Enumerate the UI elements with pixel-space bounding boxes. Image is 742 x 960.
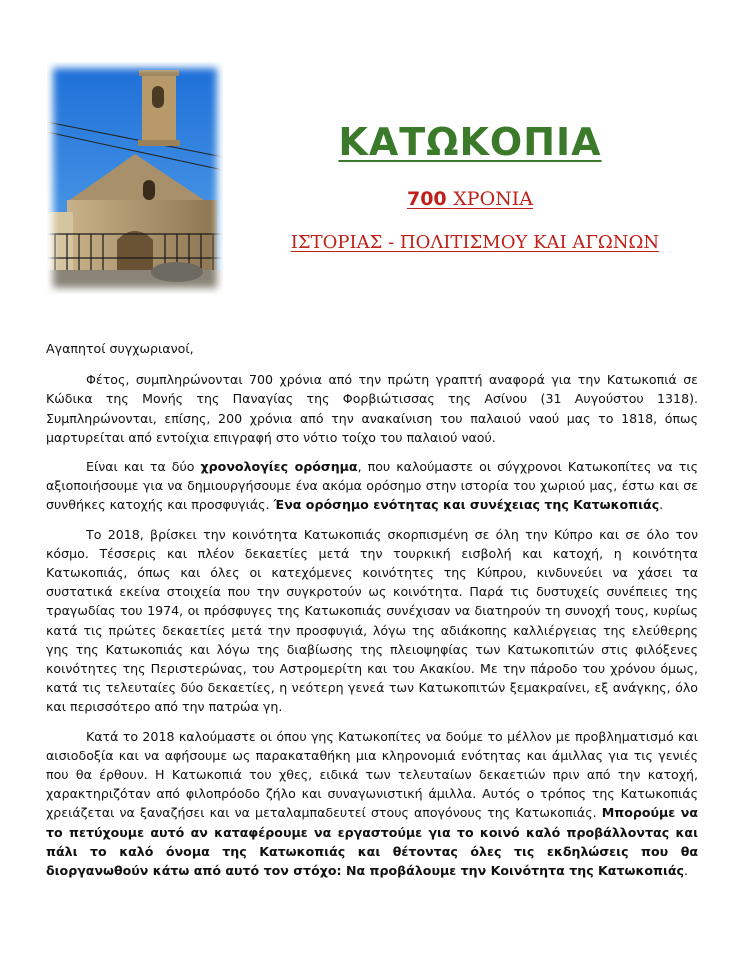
p2-text-c: .: [659, 497, 664, 513]
subtitle-number: 700: [406, 188, 447, 210]
paragraph-3: Το 2018, βρίσκει την κοινότητα Κατωκοπιάς σκορπισμένη σε όλη την Κύπρο και σε όλο τον κόσμο. Τέσσερις και πλέον δεκαετίες μετά την τουρκική εισβολή και κατοχή, η κοινότητα Κατωκοπιάς, όπως και όλες οι κατεχόμενες κοινότητες της Κύπρου, κινδυνεύει να χάσει τα συστατικά εκείνα στοιχεία που την συγκροτούν ως κοινότητα. Παρά τις δυστυχείς συνέπειες της τραγωδίας του 1974, οι πρόσφυγες της Κατωκοπιάς συνέχισαν να διατηρούν τη συνοχή τους, κυρίως κατά τις πρώτες δεκαετίες μετά την προσφυγιά, λόγω της αδιάκοπης καλλιέργειας της ελεύθερης γης της Κατωκοπιάς και λόγω της διαβίωσης της πλειοψηφίας των Κατωκοπιτών στις φιλόξενες κοινότητες της Περιστερώνας, του Αστρομερίτη και του Ακακίου. Με την πάροδο του χρόνου όμως, κατά τις τελευταίες δύο δεκαετίες, η νεότερη γενεά των Κατωκοπιτών ξεμακραίνει, εξ ανάγκης, όλο και περισσότερο από την πατρώα γη.: [46, 526, 698, 715]
p2-bold-a: χρονολογίες ορόσημα: [200, 459, 358, 475]
p4-text-a: Κατά το 2018 καλούμαστε οι όπου γης Κατωκοπίτες να δούμε το μέλλον με προβληματισμό και αισιοδοξία και να αφήσουμε ως παρακαταθήκη μια κληρονομιά ενότητας και άμιλλας για τις γενιές που θα έρθουν. Η Κατωκοπιά του χθες, ειδικά των τελευταίων δεκαετιών πριν από την κατοχή, χαρακτηριζόταν από φιλοπρόοδο ζήλο και συναγωνιστική άμιλλα. Αυτός ο τρόπος της Κατωκοπιάς χρειάζεται να ξαναζήσει και να μεταλαμπαδευτεί στους απογόνους της Κατωκοπιάς.: [46, 728, 698, 821]
church-photo: [47, 62, 223, 294]
subtitle-themes: ΙΣΤΟΡΙΑΣ - ΠΟΛΙΤΙΣΜΟΥ ΚΑΙ ΑΓΩΝΩΝ: [290, 232, 660, 253]
paragraph-2: [46, 457, 698, 515]
page-title: ΚΑΤΩΚΟΠΙΑ: [338, 120, 602, 164]
p4-text-b: .: [684, 863, 689, 879]
paragraph-4: [46, 727, 698, 881]
greeting: Αγαπητοί συγχωριανοί,: [46, 341, 194, 356]
church-bell-tower-image: [47, 62, 223, 294]
paragraph-1: Φέτος, συμπληρώνονται 700 χρόνια από την πρώτη γραπτή αναφορά για την Κατωκοπιά σε Κώδικα της Μονής της Παναγίας της Φορβιώτισσας της Ασίνου (31 Αυγούστου 1318). Συμπληρώνονται, επίσης, 200 χρόνια από την ανακαίνιση του παλαιού ναού μας το 1818, όπως μαρτυρείται από εντοίχια επιγραφή στο νότιο τοίχο του παλαιού ναού.: [46, 372, 698, 445]
p2-text-b: , που καλούμαστε οι σύγχρονοι Κατωκοπίτες να τις αξιοποιήσουμε για να δημιουργήσουμε ένα ακόμα ορόσημο στην ιστορία του χωριού μας, έστω και σε συνθήκες κατοχής και προσφυγιάς.: [46, 459, 698, 513]
p2-bold-b: Ένα ορόσημο ενότητας και συνέχειας της Κατωκοπιάς: [273, 497, 660, 513]
subtitle-years: [300, 188, 640, 210]
subtitle-word: ΧΡΟΝΙΑ: [453, 188, 534, 210]
letter-body: [46, 339, 698, 880]
p2-text-a: Είναι και τα δύο: [86, 459, 201, 475]
p4-bold: Μπορούμε να το πετύχουμε αυτό αν καταφέρουμε να εργαστούμε για το κοινό καλό προβάλλοντας και πάλι το καλό όνομα της Κατωκοπιάς και θέτοντας όλες τις εκδηλώσεις που θα διοργανωθούν κάτω από αυτό τον στόχο: Να προβάλουμε την Κοινότητα της Κατωκοπιάς: [46, 805, 698, 879]
